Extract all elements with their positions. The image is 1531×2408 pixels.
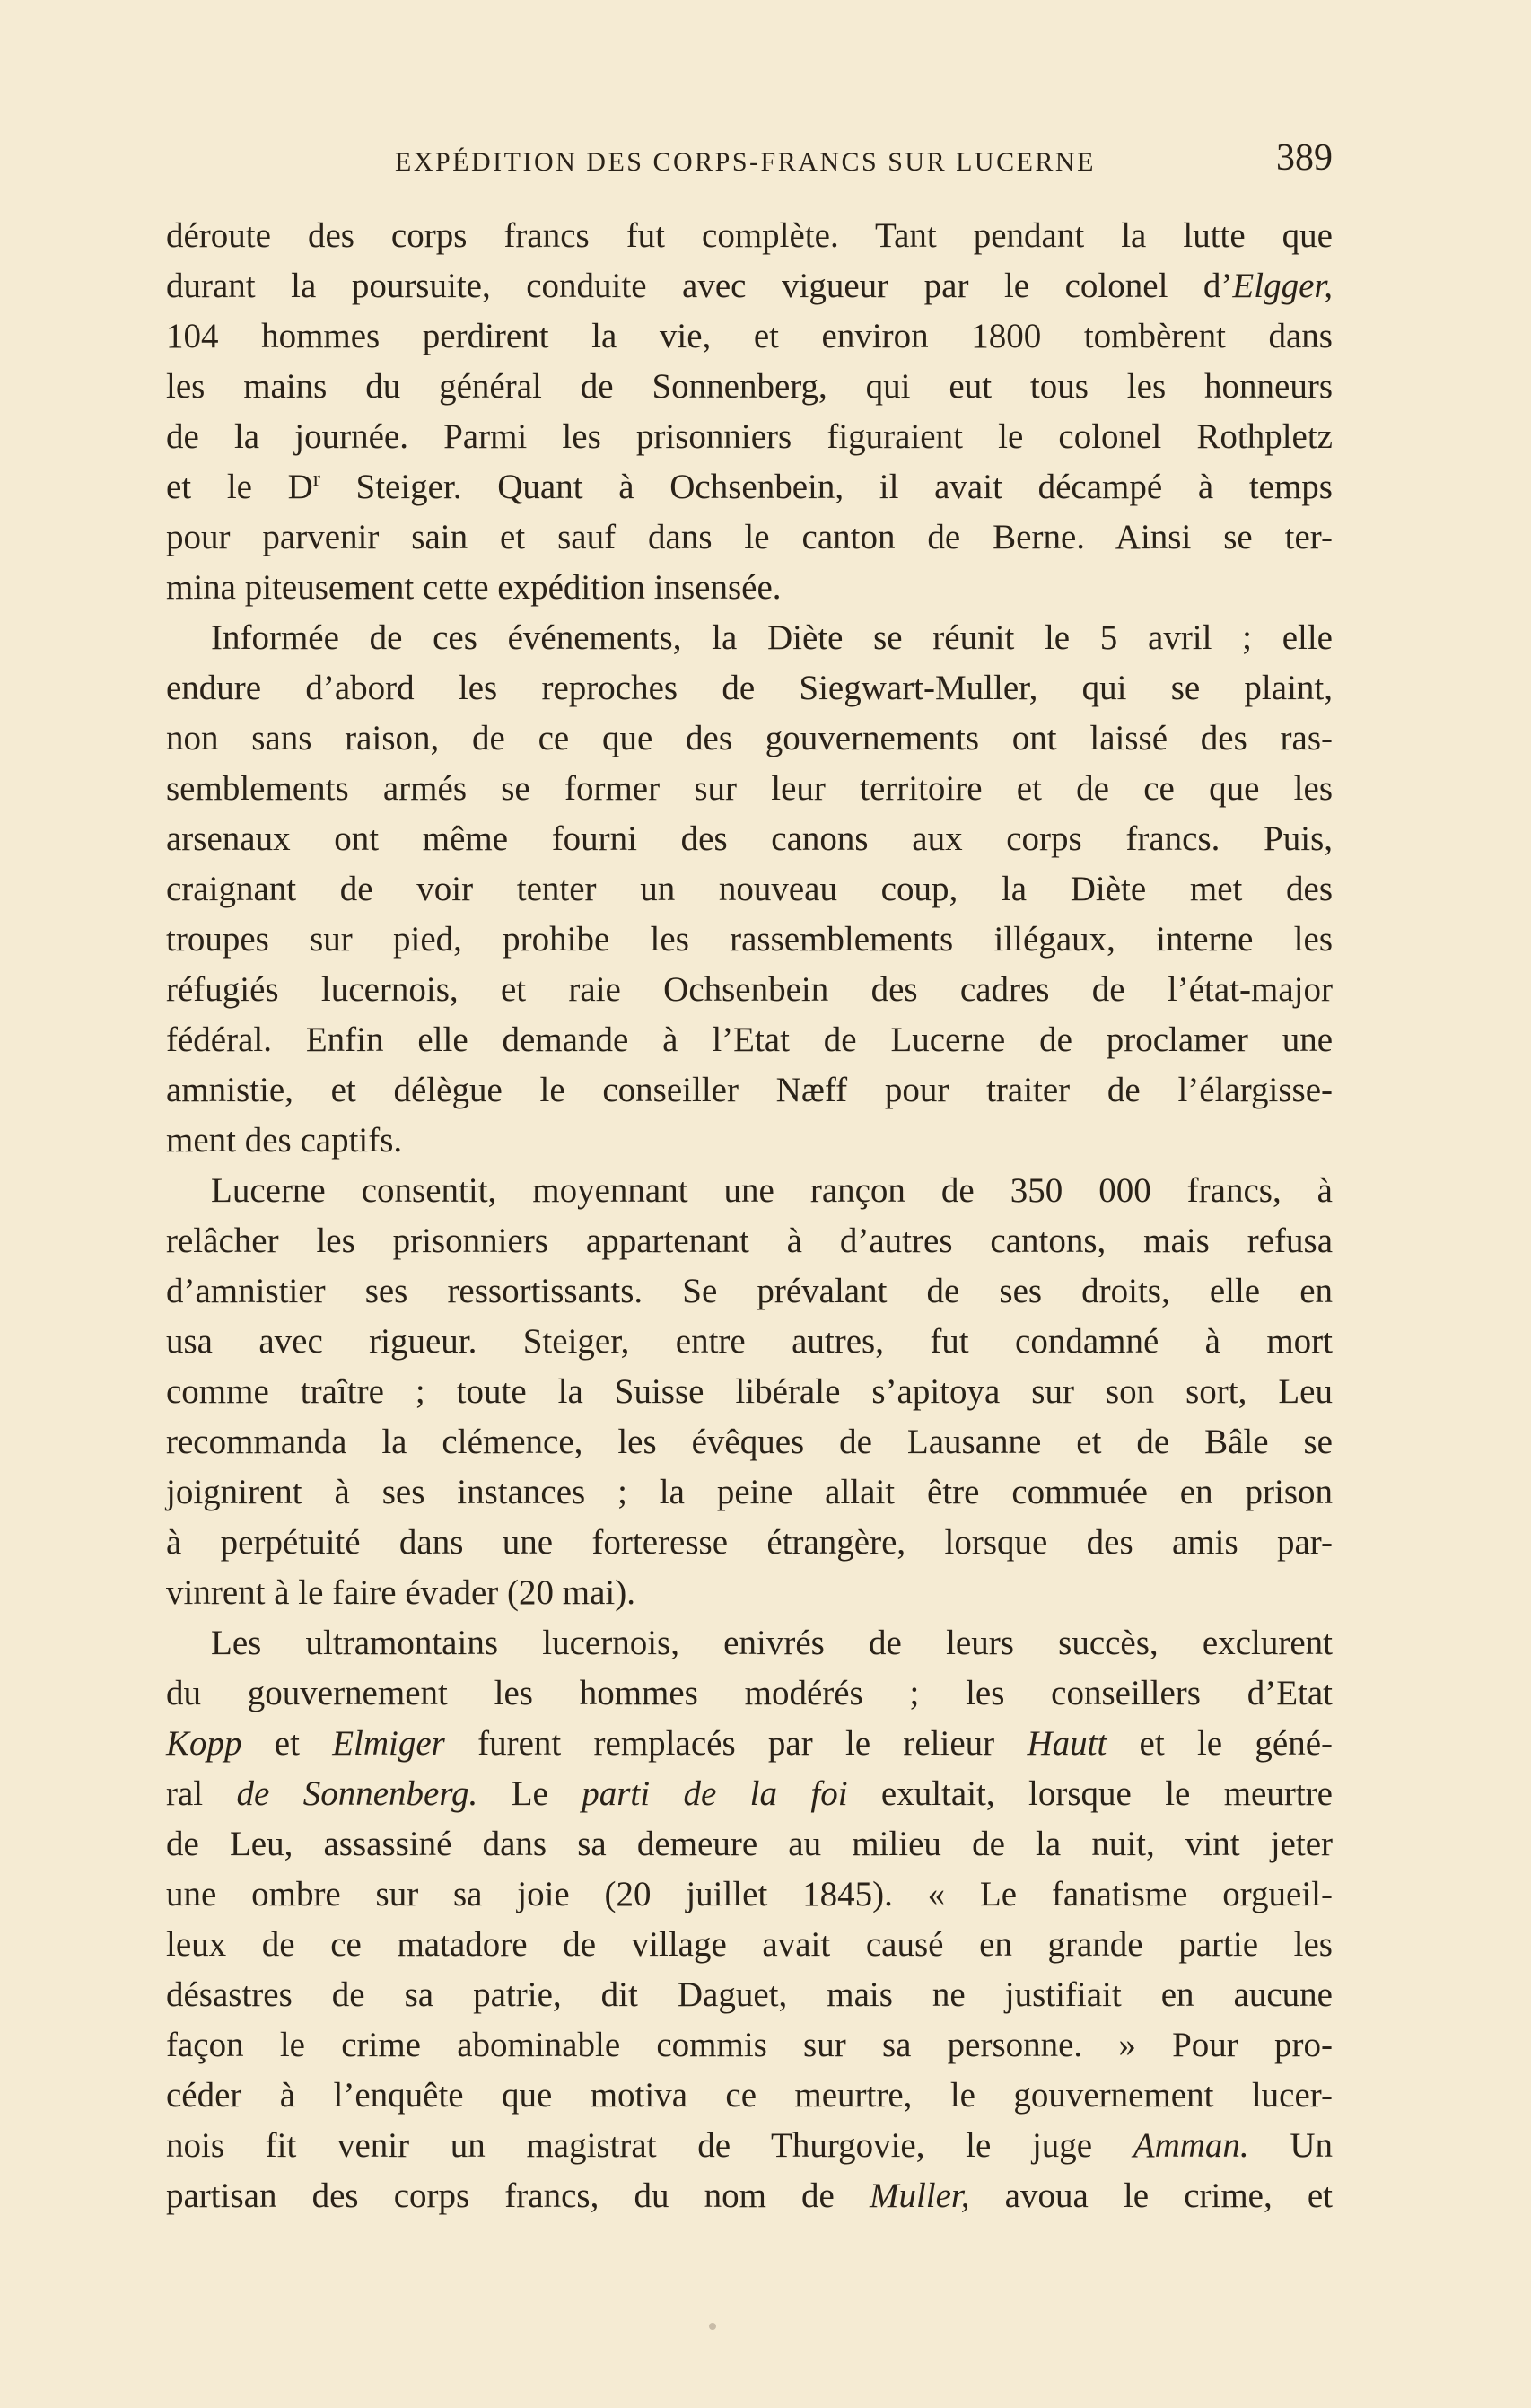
text-line xyxy=(166,864,1333,915)
text-line xyxy=(166,1920,1333,1970)
text-segment: relâcher les prisonniers appartenant à d’autres cantons, mais refusa xyxy=(166,1222,1333,1260)
body-text xyxy=(166,211,1333,2221)
text-line xyxy=(166,915,1333,965)
text-segment: semblements armés se former sur leur territoire et de ce que les xyxy=(166,769,1333,808)
text-line xyxy=(166,1065,1333,1116)
text-line xyxy=(166,663,1333,714)
text-segment: et le D xyxy=(166,468,313,506)
italic-text: Elgger, xyxy=(1232,267,1333,305)
text-segment: Le xyxy=(477,1774,582,1813)
text-line xyxy=(166,362,1333,412)
text-line xyxy=(166,2121,1333,2171)
text-line xyxy=(166,2071,1333,2121)
text-segment: une ombre sur sa joie (20 juillet 1845). « Le fanatisme orgueil- xyxy=(166,1875,1333,1913)
text-segment: Les ultramontains lucernois, enivrés de leurs succès, exclurent xyxy=(211,1624,1333,1662)
text-line xyxy=(166,1216,1333,1266)
text-segment: et le géné- xyxy=(1107,1724,1334,1763)
text-line xyxy=(166,1015,1333,1065)
superscript: r xyxy=(312,468,320,491)
text-segment: joignirent à ses instances ; la peine allait être commuée en prison xyxy=(166,1473,1333,1511)
italic-text: de Sonnenberg. xyxy=(236,1774,478,1813)
text-segment: Steiger. Quant à Ochsenbein, il avait décampé à temps xyxy=(319,468,1333,506)
text-segment: fédéral. Enfin elle demande à l’Etat de Lucerne de proclamer une xyxy=(166,1020,1333,1059)
text-segment: réfugiés lucernois, et raie Ochsenbein des cadres de l’état-major xyxy=(166,970,1333,1009)
print-mark xyxy=(709,2323,716,2330)
italic-text: Hautt xyxy=(1027,1724,1107,1763)
text-segment: non sans raison, de ce que des gouvernements ont laissé des ras- xyxy=(166,719,1333,757)
text-line xyxy=(166,412,1333,462)
text-segment: pour parvenir sain et sauf dans le canton de Berne. Ainsi se ter- xyxy=(166,518,1333,556)
text-line xyxy=(166,1467,1333,1518)
text-segment: leux de ce matadore de village avait causé en grande partie les xyxy=(166,1925,1333,1964)
text-line xyxy=(166,512,1333,563)
text-line xyxy=(166,211,1333,261)
text-segment: ral xyxy=(166,1774,237,1813)
text-line xyxy=(166,1618,1333,1668)
text-line xyxy=(166,1317,1333,1367)
text-segment: avoua le crime, et xyxy=(969,2176,1333,2215)
text-segment: comme traître ; toute la Suisse libérale s’apitoya sur son sort, Leu xyxy=(166,1372,1333,1411)
text-segment: craignant de voir tenter un nouveau coup, la Diète met des xyxy=(166,870,1333,908)
text-segment: déroute des corps francs fut complète. Tant pendant la lutte que xyxy=(166,216,1333,255)
text-line xyxy=(166,764,1333,814)
text-line xyxy=(166,1266,1333,1317)
text-line xyxy=(166,1568,1333,1618)
text-segment: furent remplacés par le relieur xyxy=(444,1724,1028,1763)
text-segment: de la journée. Parmi les prisonniers figuraient le colonel Rothpletz xyxy=(166,417,1333,456)
text-segment: désastres de sa patrie, dit Daguet, mais ne justifiait en aucune xyxy=(166,1975,1333,2014)
running-head: EXPÉDITION DES CORPS-FRANCS SUR LUCERNE xyxy=(395,147,1096,177)
text-segment: endure d’abord les reproches de Siegwart-Muller, qui se plaint, xyxy=(166,669,1333,707)
text-line xyxy=(166,1166,1333,1216)
text-segment: et xyxy=(241,1724,333,1763)
italic-text: parti de la foi xyxy=(582,1774,848,1813)
text-segment: d’amnistier ses ressortissants. Se prévalant de ses droits, elle en xyxy=(166,1272,1333,1310)
text-segment: arsenaux ont même fourni des canons aux corps francs. Puis, xyxy=(166,819,1333,858)
text-line xyxy=(166,965,1333,1015)
text-segment: partisan des corps francs, du nom de xyxy=(166,2176,870,2215)
text-segment: troupes sur pied, prohibe les rassemblements illégaux, interne les xyxy=(166,920,1333,959)
text-line xyxy=(166,714,1333,764)
text-segment: usa avec rigueur. Steiger, entre autres, fut condamné à mort xyxy=(166,1322,1333,1361)
text-segment: vinrent à le faire évader (20 mai). xyxy=(166,1573,635,1612)
text-line xyxy=(166,613,1333,663)
text-segment: Un xyxy=(1248,2126,1333,2165)
text-line xyxy=(166,1116,1333,1166)
text-line xyxy=(166,2171,1333,2221)
text-segment: céder à l’enquête que motiva ce meurtre, le gouvernement lucer- xyxy=(166,2076,1333,2115)
text-segment: ment des captifs. xyxy=(166,1121,403,1160)
page-number: 389 xyxy=(1276,137,1333,179)
text-segment: Informée de ces événements, la Diète se réunit le 5 avril ; elle xyxy=(211,618,1333,657)
italic-text: Amman. xyxy=(1133,2126,1249,2165)
text-segment: recommanda la clémence, les évêques de Lausanne et de Bâle se xyxy=(166,1423,1333,1461)
text-segment: à perpétuité dans une forteresse étrangère, lorsque des amis par- xyxy=(166,1523,1333,1562)
text-segment: façon le crime abominable commis sur sa personne. » Pour pro- xyxy=(166,2026,1333,2064)
text-segment: les mains du général de Sonnenberg, qui eut tous les honneurs xyxy=(166,367,1333,406)
text-line xyxy=(166,1367,1333,1417)
text-segment: du gouvernement les hommes modérés ; les conseillers d’Etat xyxy=(166,1674,1333,1712)
text-line xyxy=(166,1819,1333,1869)
page-header xyxy=(166,136,1333,190)
text-line xyxy=(166,1869,1333,1920)
text-segment: durant la poursuite, conduite avec vigueur par le colonel d’ xyxy=(166,267,1233,305)
text-line xyxy=(166,311,1333,362)
text-line xyxy=(166,1668,1333,1719)
text-line xyxy=(166,1719,1333,1769)
italic-text: Muller, xyxy=(869,2176,970,2215)
text-segment: nois fit venir un magistrat de Thurgovie, le juge xyxy=(166,2126,1133,2165)
text-segment: amnistie, et délègue le conseiller Næff pour traiter de l’élargisse- xyxy=(166,1071,1333,1109)
text-segment: exultait, lorsque le meurtre xyxy=(847,1774,1333,1813)
text-line xyxy=(166,1970,1333,2020)
text-line xyxy=(166,1769,1333,1819)
italic-text: Kopp xyxy=(166,1724,242,1763)
text-segment: mina piteusement cette expédition insensée. xyxy=(166,568,782,607)
text-segment: 104 hommes perdirent la vie, et environ 1800 tombèrent dans xyxy=(166,317,1333,355)
text-segment: Lucerne consentit, moyennant une rançon de 350 000 francs, à xyxy=(211,1171,1333,1210)
text-line xyxy=(166,462,1333,512)
text-line xyxy=(166,1417,1333,1467)
text-line xyxy=(166,814,1333,864)
text-line xyxy=(166,1518,1333,1568)
text-line xyxy=(166,563,1333,613)
text-line xyxy=(166,2020,1333,2071)
text-segment: de Leu, assassiné dans sa demeure au milieu de la nuit, vint jeter xyxy=(166,1825,1333,1863)
text-line xyxy=(166,261,1333,311)
italic-text: Elmiger xyxy=(332,1724,445,1763)
